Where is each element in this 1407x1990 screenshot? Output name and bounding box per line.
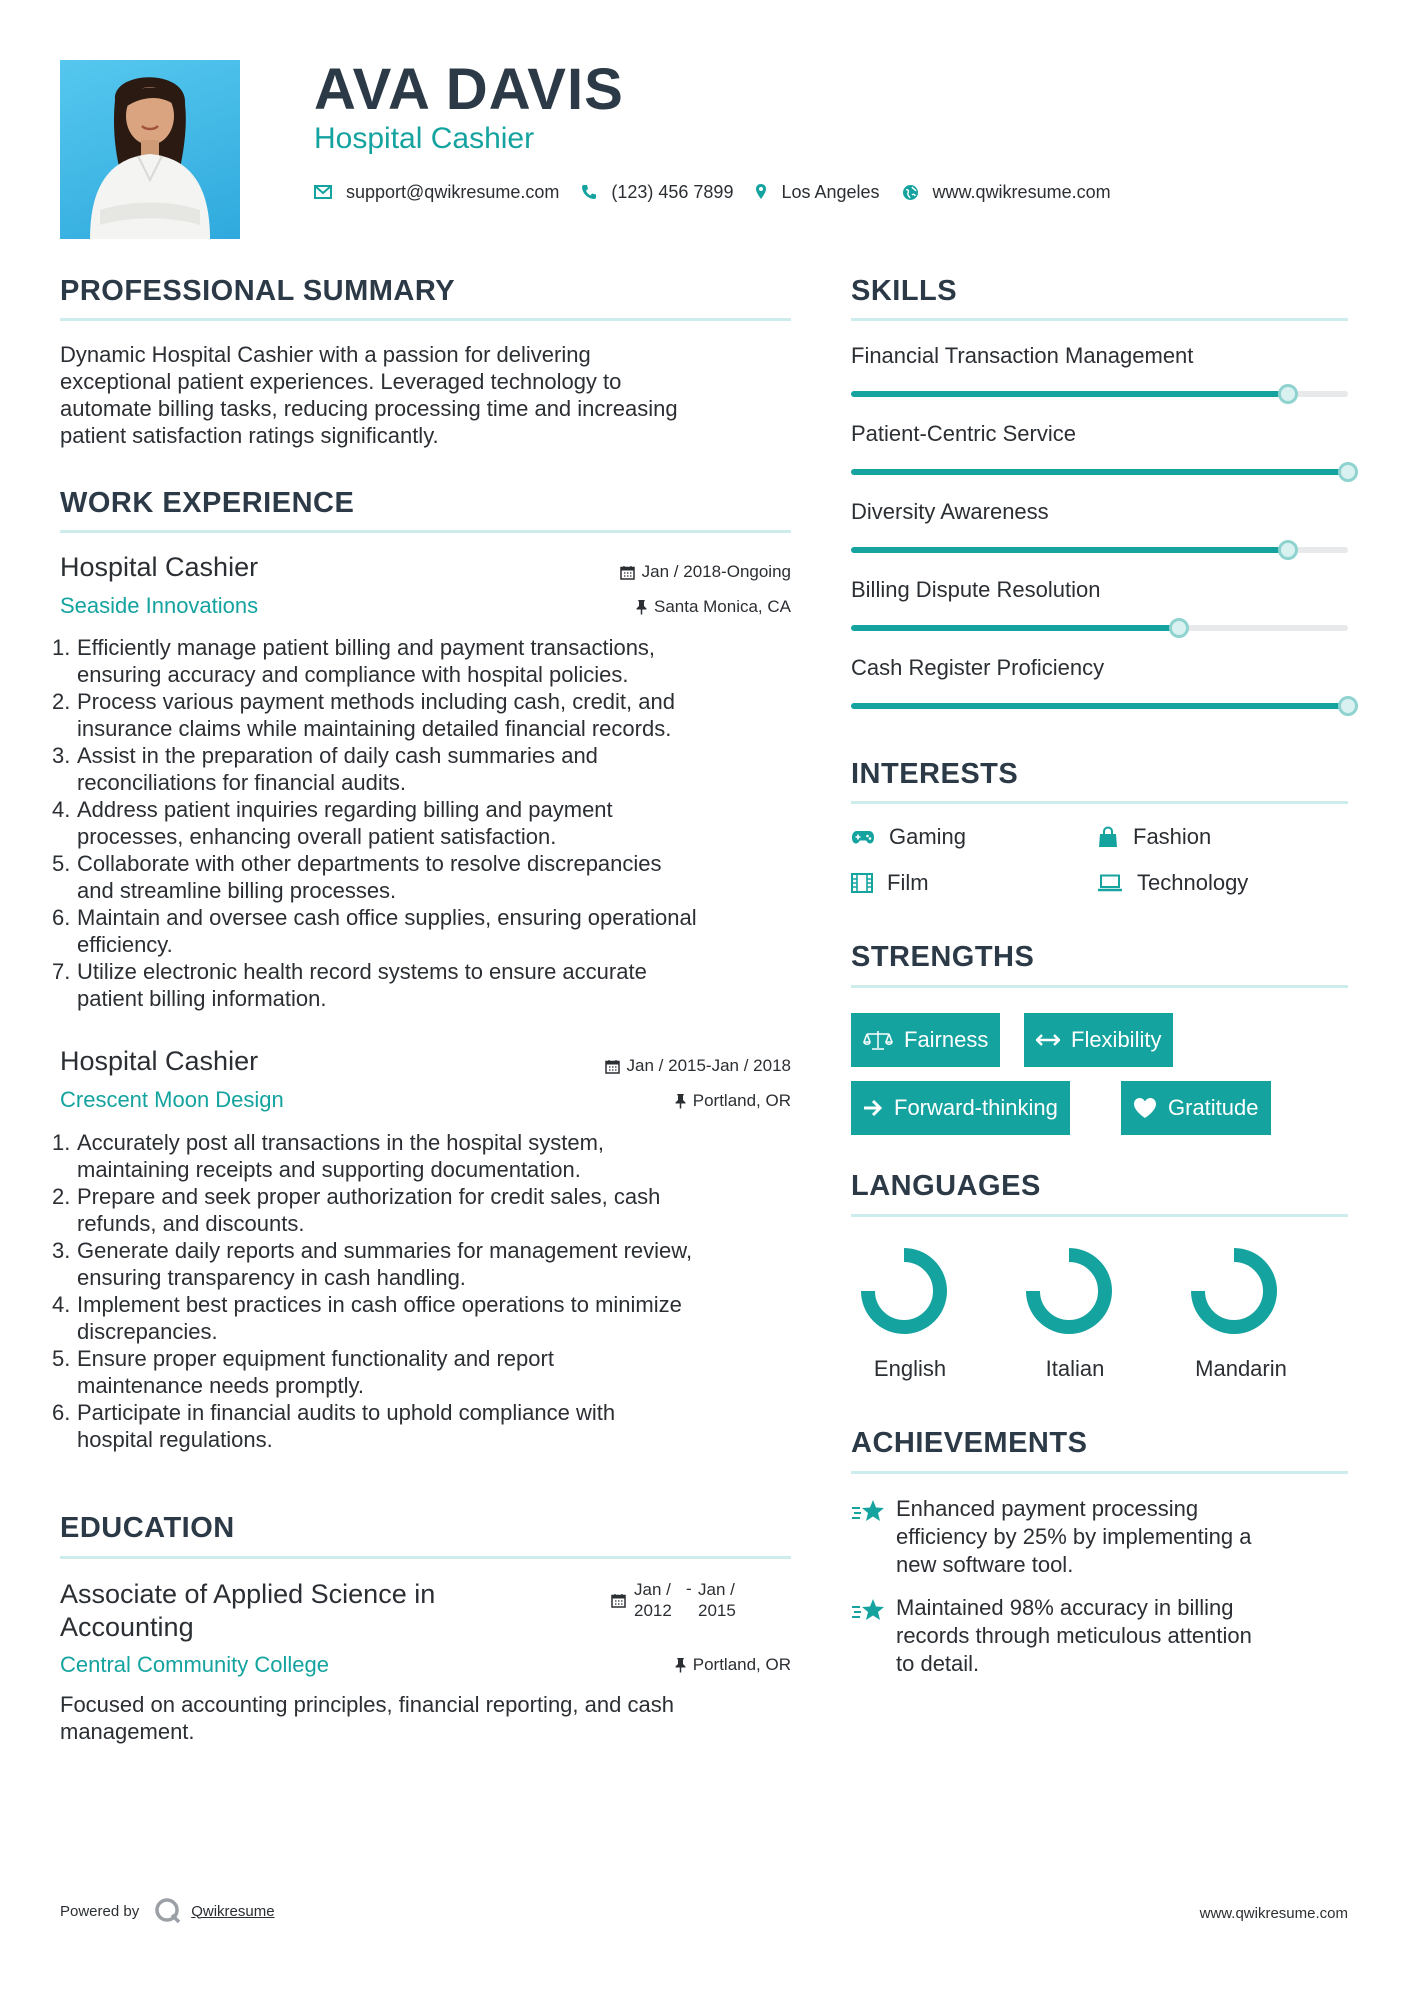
contact-email[interactable]	[314, 182, 559, 203]
responsibility-item	[52, 1183, 812, 1237]
responsibility-item	[52, 904, 812, 958]
responsibility-line: insurance claims while maintaining detailed financial records.	[77, 716, 672, 741]
job-date-text: Jan / 2015-Jan / 2018	[626, 1056, 791, 1075]
responsibility-line: Efficiently manage patient billing and payment transactions,	[77, 635, 656, 660]
achievement-line: to detail.	[896, 1651, 980, 1676]
qwikresume-link[interactable]: Qwikresume	[191, 1902, 275, 1920]
education-section-title: EDUCATION	[60, 1512, 235, 1544]
calendar-icon	[605, 1059, 620, 1074]
skill-name: Cash Register Proficiency	[851, 655, 1105, 680]
responsibility-number: 1.	[52, 1130, 71, 1155]
job-location	[675, 1091, 791, 1111]
responsibility-line: processes, enhancing overall patient satisfaction.	[77, 824, 557, 849]
achievement-line: Enhanced payment processing	[896, 1496, 1199, 1521]
job-location-text: Portland, OR	[692, 1091, 791, 1110]
skill-bar	[851, 547, 1348, 553]
shooting-star-icon	[851, 1499, 885, 1523]
job-date-text: Jan / 2018-Ongoing	[641, 562, 791, 581]
summary-line: Dynamic Hospital Cashier with a passion for delivering	[60, 342, 591, 367]
responsibility-line: maintenance needs promptly.	[77, 1373, 364, 1398]
phone-icon	[581, 184, 597, 200]
footer-powered-by	[60, 1896, 275, 1926]
job-date	[605, 1056, 791, 1076]
footer-website[interactable]: www.qwikresume.com	[1199, 1905, 1348, 1922]
education-description	[60, 1691, 820, 1745]
strength-label: Fairness	[904, 1027, 989, 1052]
education-start-year: 2012	[634, 1601, 672, 1620]
job-location-text: Santa Monica, CA	[653, 597, 791, 616]
skill-bar-knob	[1338, 462, 1358, 482]
experience-section-title: WORK EXPERIENCE	[60, 487, 355, 519]
achievement-line: efficiency by 25% by implementing a	[896, 1524, 1252, 1549]
skill-bar	[851, 469, 1348, 475]
languages-section-title: LANGUAGES	[851, 1170, 1041, 1202]
summary-line: exceptional patient experiences. Leveraged technology to	[60, 369, 622, 394]
pushpin-icon	[675, 1657, 686, 1673]
education-desc-line: management.	[60, 1719, 195, 1744]
skill-name: Financial Transaction Management	[851, 343, 1194, 368]
profile-photo	[60, 60, 240, 239]
summary-line: patient satisfaction ratings significantly.	[60, 423, 439, 448]
company-name: Crescent Moon Design	[60, 1087, 284, 1112]
skill-bar-knob	[1169, 618, 1189, 638]
interest-item	[1097, 870, 1248, 896]
responsibility-line: Ensure proper equipment functionality and report	[77, 1346, 554, 1371]
responsibility-item	[52, 958, 812, 1012]
language-gauge	[1014, 1236, 1124, 1346]
skill-name: Billing Dispute Resolution	[851, 577, 1101, 602]
contact-email-text: support@qwikresume.com	[346, 181, 560, 202]
job-responsibilities-list	[52, 634, 812, 1012]
balance-scale-icon	[863, 1029, 893, 1051]
responsibility-number: 5.	[52, 851, 71, 876]
responsibility-line: ensuring accuracy and compliance with hospital policies.	[77, 662, 629, 687]
shopping-bag-icon	[1097, 826, 1119, 848]
responsibility-line: Utilize electronic health record systems to ensure accurate	[77, 959, 647, 984]
responsibility-item	[52, 742, 812, 796]
responsibility-item	[52, 1129, 812, 1183]
school-name: Central Community College	[60, 1652, 329, 1677]
gamepad-icon	[851, 829, 875, 845]
achievement-text	[896, 1594, 1336, 1678]
summary-text	[60, 341, 800, 449]
responsibility-line: Address patient inquiries regarding billing and payment	[77, 797, 613, 822]
skill-bar-fill	[851, 703, 1348, 709]
responsibility-item	[52, 850, 812, 904]
responsibility-line: Accurately post all transactions in the hospital system,	[77, 1130, 605, 1155]
strength-label: Gratitude	[1168, 1095, 1259, 1120]
languages-divider	[851, 1214, 1348, 1217]
responsibility-line: ensuring transparency in cash handling.	[77, 1265, 466, 1290]
qwikresume-logo-icon	[153, 1896, 183, 1926]
achievements-section-title: ACHIEVEMENTS	[851, 1427, 1088, 1459]
globe-icon	[902, 184, 919, 201]
responsibility-number: 6.	[52, 905, 71, 930]
skill-bar-fill	[851, 625, 1179, 631]
skill-bar-knob	[1338, 696, 1358, 716]
achievement-line: records through meticulous attention	[896, 1623, 1252, 1648]
responsibility-item	[52, 634, 812, 688]
skill-name: Diversity Awareness	[851, 499, 1049, 524]
job-location	[636, 597, 791, 617]
degree-line: Accounting	[60, 1612, 194, 1642]
education-divider	[60, 1556, 791, 1559]
interests-section-title: INTERESTS	[851, 758, 1019, 790]
strengths-section-title: STRENGTHS	[851, 941, 1035, 973]
responsibility-number: 2.	[52, 689, 71, 714]
strength-label: Forward-thinking	[894, 1095, 1058, 1120]
achievement-text	[896, 1495, 1336, 1579]
responsibility-item	[52, 1237, 812, 1291]
powered-by-label: Powered by	[60, 1902, 140, 1920]
responsibility-line: maintaining receipts and supporting documentation.	[77, 1157, 581, 1182]
calendar-icon	[611, 1593, 626, 1608]
responsibility-line: Maintain and oversee cash office supplies, ensuring operational	[77, 905, 697, 930]
strength-tag	[851, 1013, 1000, 1067]
skill-name: Patient-Centric Service	[851, 421, 1076, 446]
education-end	[698, 1579, 736, 1621]
experience-divider	[60, 530, 791, 533]
responsibility-line: refunds, and discounts.	[77, 1211, 305, 1236]
candidate-role: Hospital Cashier	[314, 122, 535, 155]
skill-bar-fill	[851, 547, 1288, 553]
responsibility-line: Prepare and seek proper authorization for credit sales, cash	[77, 1184, 661, 1209]
strength-label: Flexibility	[1071, 1027, 1162, 1052]
language-gauge	[849, 1236, 959, 1346]
language-name: Italian	[1045, 1356, 1105, 1381]
responsibility-line: Assist in the preparation of daily cash summaries and	[77, 743, 598, 768]
responsibility-item	[52, 688, 812, 742]
responsibility-item	[52, 1399, 812, 1453]
education-date	[611, 1579, 736, 1621]
interests-divider	[851, 801, 1348, 804]
responsibility-line: reconciliations for financial audits.	[77, 770, 406, 795]
responsibility-number: 4.	[52, 1292, 71, 1317]
interest-item	[851, 824, 966, 850]
map-marker-icon	[755, 183, 767, 201]
skill-bar-knob	[1278, 384, 1298, 404]
responsibility-item	[52, 796, 812, 850]
skills-divider	[851, 318, 1348, 321]
responsibility-number: 4.	[52, 797, 71, 822]
achievement-line: new software tool.	[896, 1552, 1074, 1577]
contact-bar	[314, 180, 1133, 204]
job-date	[620, 562, 791, 582]
responsibility-number: 6.	[52, 1400, 71, 1425]
interest-label: Gaming	[889, 824, 967, 849]
responsibility-line: Collaborate with other departments to resolve discrepancies	[77, 851, 662, 876]
language-name: English	[873, 1356, 947, 1381]
responsibility-number: 5.	[52, 1346, 71, 1371]
interest-item	[1097, 824, 1211, 850]
responsibility-line: and streamline billing processes.	[77, 878, 397, 903]
skill-bar	[851, 625, 1348, 631]
responsibility-number: 1.	[52, 635, 71, 660]
responsibility-line: efficiency.	[77, 932, 173, 957]
responsibility-number: 2.	[52, 1184, 71, 1209]
degree-title	[60, 1578, 435, 1644]
summary-divider	[60, 318, 791, 321]
responsibility-line: Implement best practices in cash office operations to minimize	[77, 1292, 682, 1317]
job-responsibilities-list	[52, 1129, 812, 1453]
responsibility-line: discrepancies.	[77, 1319, 218, 1344]
education-location-text: Portland, OR	[692, 1655, 791, 1674]
laptop-icon	[1097, 874, 1123, 892]
pushpin-icon	[636, 599, 647, 615]
contact-website-text: www.qwikresume.com	[932, 181, 1111, 202]
education-date-dash: -	[686, 1579, 692, 1598]
language-name: Mandarin	[1195, 1356, 1287, 1381]
responsibility-line: Generate daily reports and summaries for management review,	[77, 1238, 693, 1263]
job-title: Hospital Cashier	[60, 552, 259, 582]
heart-icon	[1133, 1097, 1157, 1119]
interest-label: Film	[887, 870, 929, 895]
education-end-month: Jan /	[698, 1580, 735, 1599]
skills-section-title: SKILLS	[851, 275, 958, 307]
education-location	[675, 1655, 791, 1675]
shooting-star-icon	[851, 1598, 885, 1622]
strength-tag	[851, 1081, 1070, 1135]
responsibility-line: hospital regulations.	[77, 1427, 273, 1452]
education-start	[634, 1579, 686, 1621]
responsibility-line: patient billing information.	[77, 986, 327, 1011]
skill-bar-fill	[851, 391, 1288, 397]
skill-bar-knob	[1278, 540, 1298, 560]
interest-label: Fashion	[1133, 824, 1212, 849]
job-title: Hospital Cashier	[60, 1046, 259, 1076]
education-end-year: 2015	[698, 1601, 736, 1620]
achievement-line: Maintained 98% accuracy in billing	[896, 1595, 1234, 1620]
candidate-name: AVA DAVIS	[314, 57, 624, 122]
contact-phone-text: (123) 456 7899	[611, 181, 734, 202]
contact-phone[interactable]	[581, 182, 733, 203]
contact-website[interactable]	[902, 182, 1111, 203]
responsibility-number: 7.	[52, 959, 71, 984]
achievements-divider	[851, 1471, 1348, 1474]
language-gauge	[1179, 1236, 1289, 1346]
responsibility-number: 3.	[52, 743, 71, 768]
pushpin-icon	[675, 1093, 686, 1109]
responsibility-item	[52, 1291, 812, 1345]
profile-photo-illustration	[60, 60, 240, 239]
strength-tag	[1121, 1081, 1271, 1135]
envelope-icon	[314, 185, 332, 199]
degree-line: Associate of Applied Science in	[60, 1579, 436, 1609]
responsibility-line: Process various payment methods including cash, credit, and	[77, 689, 675, 714]
education-desc-line: Focused on accounting principles, financial reporting, and cash	[60, 1692, 674, 1717]
contact-location	[755, 182, 879, 203]
skill-bar-fill	[851, 469, 1348, 475]
film-icon	[851, 873, 873, 893]
responsibility-item	[52, 1345, 812, 1399]
education-start-month: Jan /	[634, 1580, 671, 1599]
arrows-horizontal-icon	[1036, 1033, 1060, 1047]
summary-section-title: PROFESSIONAL SUMMARY	[60, 275, 456, 307]
interest-item	[851, 870, 929, 896]
responsibility-line: Participate in financial audits to uphold compliance with	[77, 1400, 616, 1425]
strength-tag	[1024, 1013, 1173, 1067]
contact-location-text: Los Angeles	[781, 181, 880, 202]
company-name: Seaside Innovations	[60, 593, 259, 618]
skill-bar	[851, 703, 1348, 709]
interest-label: Technology	[1137, 870, 1249, 895]
calendar-icon	[620, 565, 635, 580]
arrow-right-icon	[863, 1099, 883, 1117]
responsibility-number: 3.	[52, 1238, 71, 1263]
strengths-divider	[851, 985, 1348, 988]
skill-bar	[851, 391, 1348, 397]
summary-line: automate billing tasks, reducing processing time and increasing	[60, 396, 678, 421]
